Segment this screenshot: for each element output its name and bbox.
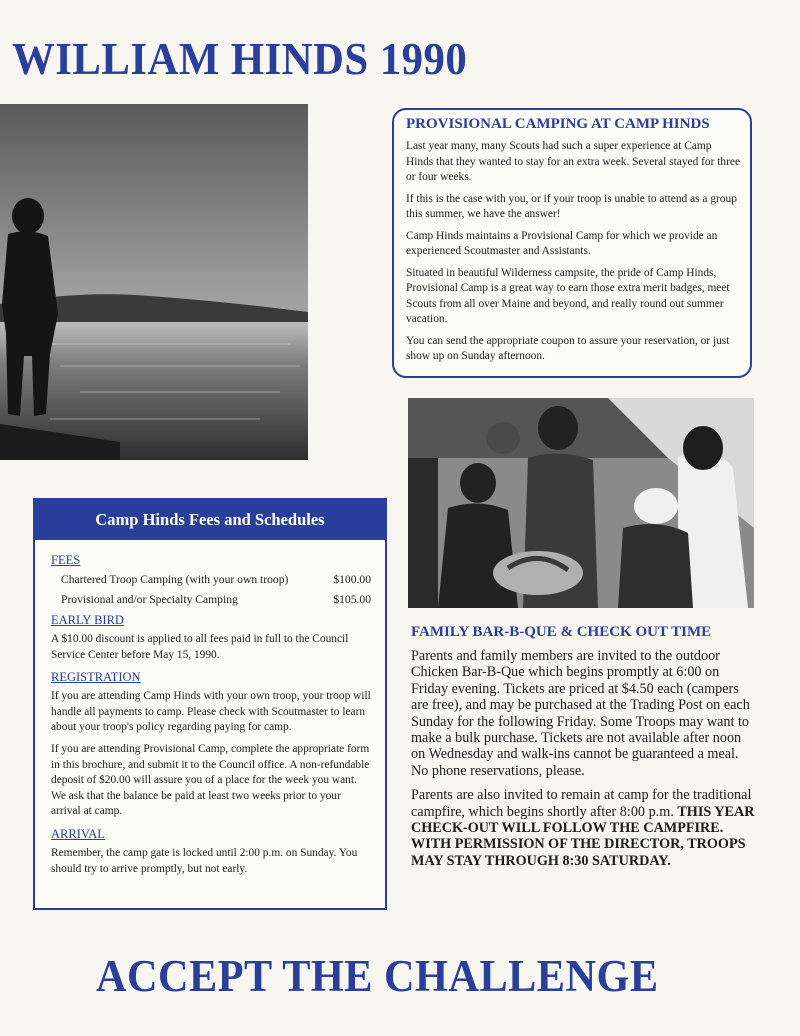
registration-paragraph: If you are attending Camp Hinds with your own troop, your troop will handle all payments to camp. Please check with Scoutmaster to learn about your troop's policy regarding paying for camp. xyxy=(51,690,371,734)
registration-paragraph: If you are attending Provisional Camp, complete the appropriate form in this brochure, and submit it to the Council office. A non-refundable deposit of $20.00 will assure you of a place for the week you want. We ask that the balance be paid at least two weeks prior to your arrival at camp. xyxy=(51,742,370,818)
fees-schedules-box xyxy=(33,498,387,910)
lake-silhouette-photo xyxy=(0,104,308,460)
fee-price: $100.00 xyxy=(333,573,371,586)
bbq-paragraph xyxy=(411,787,756,869)
fee-row xyxy=(61,592,371,608)
provisional-paragraph: Situated in beautiful Wilderness campsite, the pride of Camp Hinds, Provisional Camp is a great way to earn those extra merit badges, meet Scouts from all over Maine and beyond, and really round out summer vacation. xyxy=(406,266,730,325)
fees-box-header: Camp Hinds Fees and Schedules xyxy=(35,500,385,540)
early-bird-text: A $10.00 discount is applied to all fees paid in full to the Council Service Center before May 15, 1990. xyxy=(51,633,349,661)
bbq-heading: FAMILY BAR-B-QUE & CHECK OUT TIME xyxy=(411,624,712,640)
provisional-paragraph: If this is the case with you, or if your troop is unable to attend as a group this summer, we have the answer! xyxy=(406,192,737,220)
provisional-heading: PROVISIONAL CAMPING AT CAMP HINDS xyxy=(406,116,710,132)
fee-price: $105.00 xyxy=(333,593,371,606)
provisional-camping-box xyxy=(392,108,752,378)
arrival-heading: ARRIVAL xyxy=(51,826,105,841)
provisional-paragraph: You can send the appropriate coupon to assure your reservation, or just show up on Sunday afternoon. xyxy=(406,334,730,362)
slogan: ACCEPT THE CHALLENGE xyxy=(96,951,659,1001)
provisional-paragraph: Last year many, many Scouts had such a super experience at Camp Hinds that they wanted to stay for an extra week. Several stayed for three or four weeks. xyxy=(406,140,741,183)
fee-label: Provisional and/or Specialty Camping xyxy=(61,593,238,606)
early-bird-heading: EARLY BIRD xyxy=(51,613,124,627)
bbq-paragraph: Parents and family members are invited to the outdoor Chicken Bar-B-Que which begins promptly at 6:00 on Friday evening. Tickets are priced at $4.50 each (campers are free), and may be purchased at the Trading Post on each Sunday for the following Friday. Some Troops may want to make a bulk purchase. Tickets are not available after noon on Wednesday and walk-ins cannot be guaranteed a meal. No phone reservations, please. xyxy=(411,648,750,779)
fee-row xyxy=(61,572,371,588)
bbq-section xyxy=(411,648,756,877)
fees-box-body xyxy=(35,540,385,877)
arrival-text: Remember, the camp gate is locked until 2:00 p.m. on Sunday. You should try to arrive promptly, but not early. xyxy=(51,846,358,875)
fee-label: Chartered Troop Camping (with your own troop) xyxy=(61,573,289,586)
page-title: WILLIAM HINDS 1990 xyxy=(12,33,468,84)
bbq-paragraph-text: Parents are also invited to remain at camp for the traditional campfire, which begins shortly after 8:00 p.m. xyxy=(411,787,752,820)
checkout-notice: THIS YEAR CHECK-OUT WILL FOLLOW THE CAMPFIRE. WITH PERMISSION OF THE DIRECTOR, TROOPS MAY STAY THROUGH 8:30 SATURDAY. xyxy=(411,803,755,869)
provisional-paragraph: Camp Hinds maintains a Provisional Camp for which we provide an experienced Scoutmaster and Assistants. xyxy=(406,229,718,257)
registration-heading: REGISTRATION xyxy=(51,670,141,685)
fees-heading: FEES xyxy=(51,553,81,567)
scouts-cooking-photo xyxy=(408,398,754,608)
